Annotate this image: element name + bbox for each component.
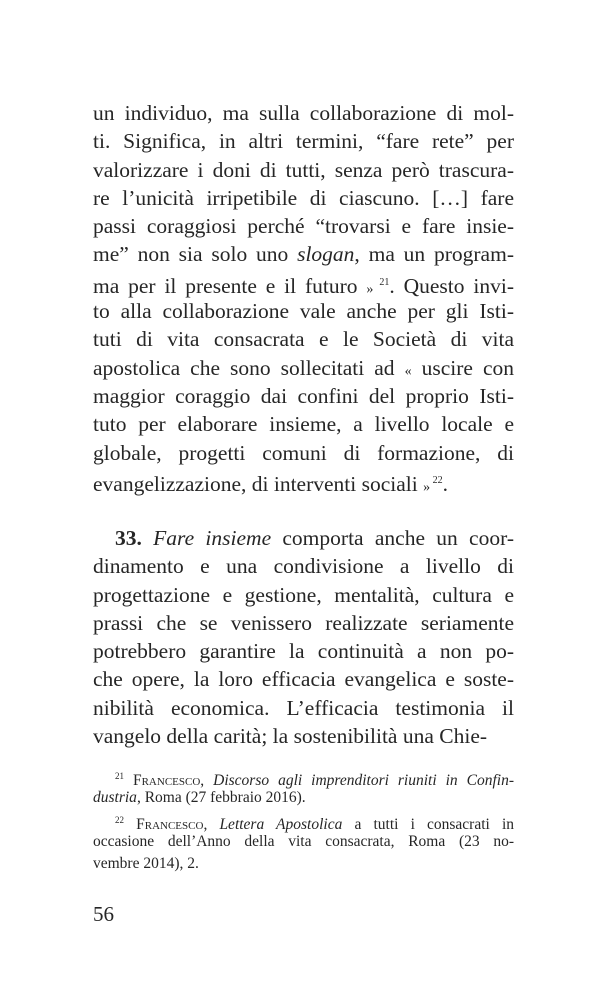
text-span: passi coraggiosi perché “trovarsi e fare insie- [93,214,514,239]
text-span: slogan [297,242,355,267]
text-span: , Roma (27 febbraio 2016). [136,789,306,806]
footnote-ref: 22 [115,815,124,825]
text-line [93,787,514,809]
text-span: a tutti i consacrati in [342,816,515,833]
text-line [93,382,514,410]
text-span: globale, progetti comuni di formazione, di [93,440,514,465]
text-line [93,637,514,665]
text-span: dustria [93,789,137,806]
text-span: maggior coraggio dai confini del proprio Isti- [93,383,514,408]
paragraph-continuation [93,99,514,495]
text-span: , [203,816,220,833]
text-span: « [404,363,412,379]
text-span: progettazione e gestione, mentalità, cultura e [93,582,514,607]
page-number: 56 [93,902,114,926]
text-span: un individuo, ma sulla collaborazione di mol- [93,101,514,125]
text-line [93,184,514,212]
text-span: prassi che se venissero realizzate seriamente [93,610,514,635]
text-line [93,269,514,297]
text-line [93,581,514,609]
text-line [93,99,514,127]
footnotes [93,765,514,875]
text-span [142,526,153,550]
text-span: evangelizzazione, di interventi sociali [93,471,424,496]
footnote-ref: 22 [430,474,443,486]
text-line [93,665,514,693]
text-span: tuto per elaborare insieme, a livello locale e [93,412,514,437]
text-line [93,694,514,722]
text-span: occasione dell’Anno della vita consacrata, Roma (23 no- [93,833,514,850]
text-span: , ma un program- [354,242,514,267]
text-span: . [442,471,448,496]
text-line [93,552,514,580]
text-span: ma per il presente e il futuro [93,273,367,298]
text-line [93,524,514,552]
text-span: tuti di vita consacrata e le Società di vita [93,327,514,352]
text-line [93,127,514,155]
text-span: nibilità economica. L’efficacia testimonia il [93,695,514,720]
paragraph-33 [93,524,514,750]
text-span: che opere, la loro efficacia evangelica e soste- [93,667,514,692]
text-span: Francesco [136,816,204,833]
text-line [93,325,514,353]
footnote-ref: 21 [373,276,390,288]
footnote-ref: 21 [115,771,124,781]
text-line [93,609,514,637]
text-line [93,853,514,875]
text-line [93,240,514,268]
text-span: uscire con [411,355,514,380]
text-line [93,467,514,495]
text-span: 33. [115,526,142,550]
text-span: ti. Significa, in altri termini, “fare rete” per [93,129,514,154]
text-span: Lettera Apostolica [219,816,343,833]
text-line [93,297,514,325]
text-span: to alla collaborazione vale anche per gli Isti- [93,299,514,324]
text-line [93,212,514,240]
text-span: apostolica che sono sollecitati ad [93,355,405,380]
text-span: » [423,479,431,495]
text-span: . Questo invi- [389,273,514,298]
text-span: vembre 2014), 2. [93,855,199,872]
text-span: dinamento e una condivisione a livello di [93,554,514,579]
text-span: vangelo della carità; la sostenibilità una Chie- [93,724,488,749]
text-span: comporta anche un coor- [271,526,514,550]
text-line [93,765,514,787]
text-line [93,156,514,184]
text-line [93,354,514,382]
text-line [93,439,514,467]
text-line [93,410,514,438]
footnote-22 [93,809,514,875]
text-line [93,722,514,750]
text-span: Francesco [132,772,201,789]
text-span: Discorso agli imprenditori riuniti in Confin- [213,772,514,789]
text-span: » [366,281,374,297]
text-span: valorizzare i doni di tutti, senza però trascura- [93,157,514,182]
text-line [93,809,514,831]
text-span: , [200,772,214,789]
text-span: potrebbero garantire la continuità a non po- [93,639,514,664]
footnote-21 [93,765,514,809]
text-span: me” non sia solo uno [93,242,298,267]
text-span: Fare insieme [153,526,272,550]
text-span: re l’unicità irripetibile di ciascuno. […] fare [93,185,514,210]
text-line [93,831,514,853]
